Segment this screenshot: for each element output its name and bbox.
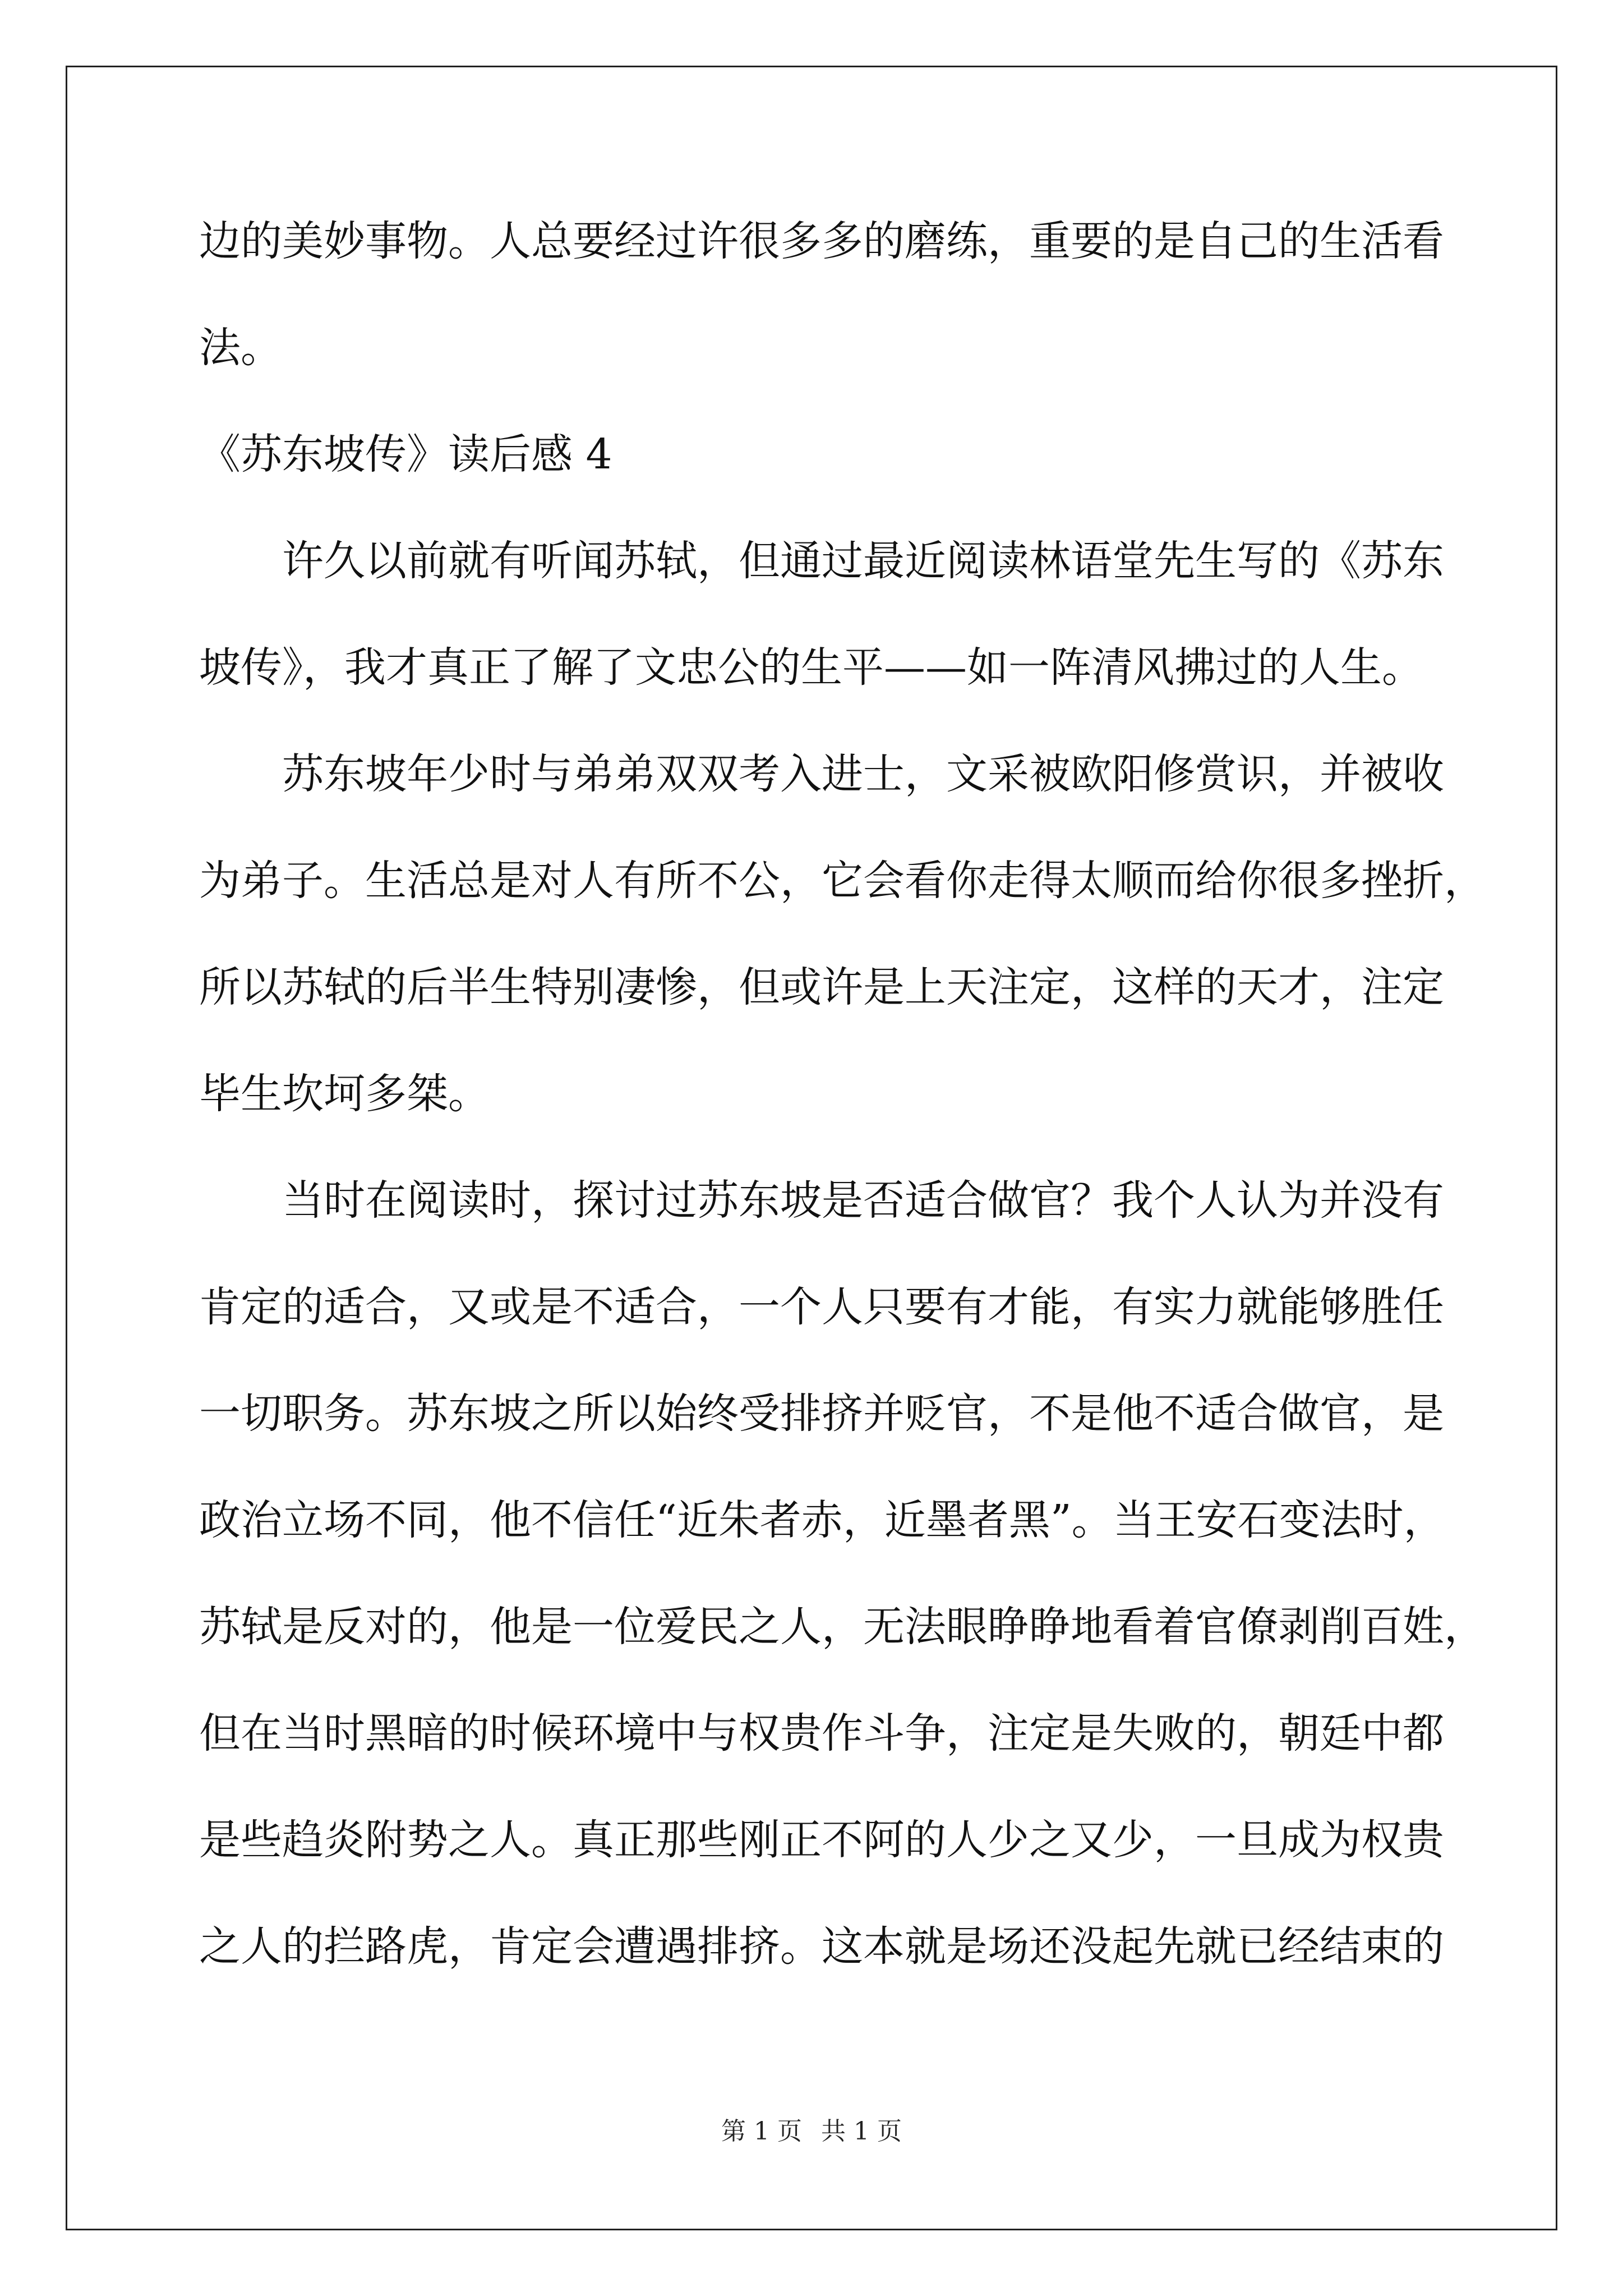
- page-footer: [0, 2115, 1623, 2148]
- text-line: 苏东坡年少时与弟弟双双考入进士，文采被欧阳修赏识，并被收: [199, 750, 1444, 798]
- text-line: 苏轼是反对的，他是一位爱民之人，无法眼睁睁地看着官僚剥削百姓，: [199, 1603, 1486, 1651]
- text-line: 政治立场不同，他不信任“近朱者赤，近墨者黑”。当王安石变法时，: [199, 1496, 1445, 1544]
- text-line: 边的美妙事物。人总要经过许很多多的磨练，重要的是自己的生活看: [199, 217, 1444, 265]
- text-line: 之人的拦路虎，肯定会遭遇排挤。这本就是场还没起先就已经结束的: [199, 1922, 1444, 1971]
- text-line: 许久以前就有听闻苏轼，但通过最近阅读林语堂先生写的《苏东: [199, 537, 1444, 585]
- text-line: 为弟子。生活总是对人有所不公，它会看你走得太顺而给你很多挫折，: [199, 857, 1486, 905]
- text-line: 所以苏轼的后半生特别凄惨，但或许是上天注定，这样的天才，注定: [199, 963, 1444, 1011]
- text-line: 肯定的适合，又或是不适合，一个人只要有才能，有实力就能够胜任: [199, 1283, 1444, 1331]
- text-line: 当时在阅读时，探讨过苏东坡是否适合做官？我个人认为并没有: [199, 1176, 1444, 1225]
- text-line: 但在当时黑暗的时候环境中与权贵作斗争，注定是失败的，朝廷中都: [199, 1709, 1444, 1757]
- page-total: 共 1 页: [821, 2117, 902, 2146]
- text-line: 坡传》，我才真正了解了文忠公的生平——如一阵清风拂过的人生。: [199, 643, 1423, 692]
- section-heading: 《苏东坡传》读后感 4: [199, 430, 612, 478]
- text-line: 是些趋炎附势之人。真正那些刚正不阿的人少之又少，一旦成为权贵: [199, 1816, 1444, 1864]
- text-line: 一切职务。苏东坡之所以始终受排挤并贬官，不是他不适合做官，是: [199, 1389, 1444, 1438]
- text-line: 法。: [199, 324, 282, 372]
- page-number: 第 1 页: [721, 2117, 802, 2146]
- page-border: [66, 66, 1557, 2230]
- text-line: 毕生坎坷多桀。: [199, 1070, 490, 1118]
